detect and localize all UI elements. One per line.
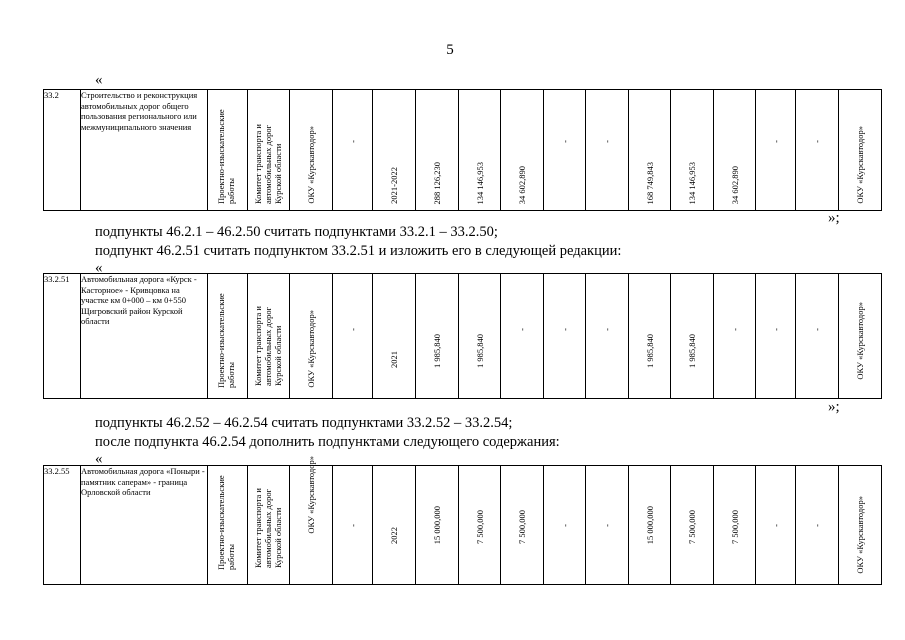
total-cost-2: 1 985,840 (644, 334, 655, 368)
period: 2021 (389, 351, 399, 368)
customer: Комитет транспорта и автомобильных дорог Курской области (252, 124, 283, 204)
value-2022-2: - (729, 328, 740, 331)
value-2022-2: 34 602,890 (729, 165, 740, 204)
customer: Комитет транспорта и автомобильных дорог Курской области (252, 488, 283, 568)
cell-dash: - (347, 328, 358, 331)
executor: ОКУ «Курскавтодор» (306, 456, 316, 534)
cell-dash: - (770, 140, 781, 143)
cell-dash: - (347, 524, 358, 527)
work-type: Проектно-изыскательские работы (215, 109, 236, 204)
customer: Комитет транспорта и автомобильных дорог Курской области (252, 306, 283, 386)
table-row-33-2 (43, 89, 882, 211)
cell-dash: - (559, 524, 570, 527)
executor-2: ОКУ «Курскавтодор» (855, 126, 865, 204)
cell-dash: - (770, 524, 781, 527)
total-cost-2: 168 749,843 (644, 161, 655, 204)
object-name: Автомобильная дорога «Поныри - памятник саперам» - граница Орловской области (81, 466, 208, 585)
paragraph: подпункты 46.2.52 – 46.2.54 считать подпунктами 33.2.52 – 33.2.54; (95, 415, 513, 431)
value-2021: 1 985,840 (474, 334, 485, 368)
cell-dash: - (811, 140, 822, 143)
paragraph: подпункты 46.2.1 – 46.2.50 считать подпунктами 33.2.1 – 33.2.50; (95, 224, 498, 240)
value-2022: 34 602,890 (517, 165, 527, 204)
table-row-33-2-51 (43, 273, 882, 399)
period: 2021-2022 (389, 167, 399, 204)
open-quote: « (95, 451, 103, 467)
cell-dash: - (559, 140, 570, 143)
cell-dash: - (601, 328, 612, 331)
total-cost: 288 126,230 (432, 161, 442, 204)
cell-dash: - (559, 328, 570, 331)
open-quote: « (95, 260, 103, 276)
value-2021: 7 500,000 (474, 510, 485, 544)
cell-dash: - (811, 328, 822, 331)
object-name: Автомобильная дорога «Курск - Касторное» - Кривцовка на участке км 0+000 – км 0+550 Щигровский район Курской области (81, 274, 208, 399)
value-2021-2: 1 985,840 (687, 334, 697, 368)
paragraph: подпункт 46.2.51 считать подпунктом 33.2.51 и изложить его в следующей редакции: (95, 243, 622, 259)
executor-2: ОКУ «Курскавтодор» (855, 302, 865, 380)
cell-dash: - (601, 524, 612, 527)
period: 2022 (389, 527, 399, 544)
object-name: Строительство и реконструкция автомобильных дорог общего пользования регионального или межмуниципального значения (81, 90, 208, 211)
value-2021: 134 146,953 (474, 161, 485, 204)
open-quote: « (95, 72, 103, 88)
close-quote: »; (828, 399, 840, 415)
executor: ОКУ «Курскавтодор» (306, 126, 316, 204)
total-cost: 1 985,840 (432, 334, 442, 368)
table-row-33-2-55 (43, 456, 882, 585)
cell-dash: - (347, 140, 358, 143)
row-number: 33.2.55 (44, 466, 81, 585)
executor-2: ОКУ «Курскавтодор» (855, 496, 865, 574)
work-type: Проектно-изыскательские работы (215, 293, 236, 388)
close-quote: »; (828, 210, 840, 226)
total-cost: 15 000,000 (432, 505, 442, 544)
value-2022-2: 7 500,000 (729, 510, 740, 544)
cell-dash: - (770, 328, 781, 331)
executor: ОКУ «Курскавтодор» (306, 310, 316, 388)
value-2021-2: 134 146,953 (687, 161, 697, 204)
cell-dash: - (811, 524, 822, 527)
row-number: 33.2.51 (44, 274, 81, 399)
work-type: Проектно-изыскательские работы (215, 475, 236, 570)
row-number: 33.2 (44, 90, 81, 211)
page-number: 5 (446, 42, 454, 58)
value-2022: - (516, 328, 527, 331)
cell-dash: - (601, 140, 612, 143)
paragraph: после подпункта 46.2.54 дополнить подпунктами следующего содержания: (95, 434, 560, 450)
value-2021-2: 7 500,000 (687, 510, 697, 544)
value-2022: 7 500,000 (517, 510, 527, 544)
total-cost-2: 15 000,000 (644, 505, 655, 544)
